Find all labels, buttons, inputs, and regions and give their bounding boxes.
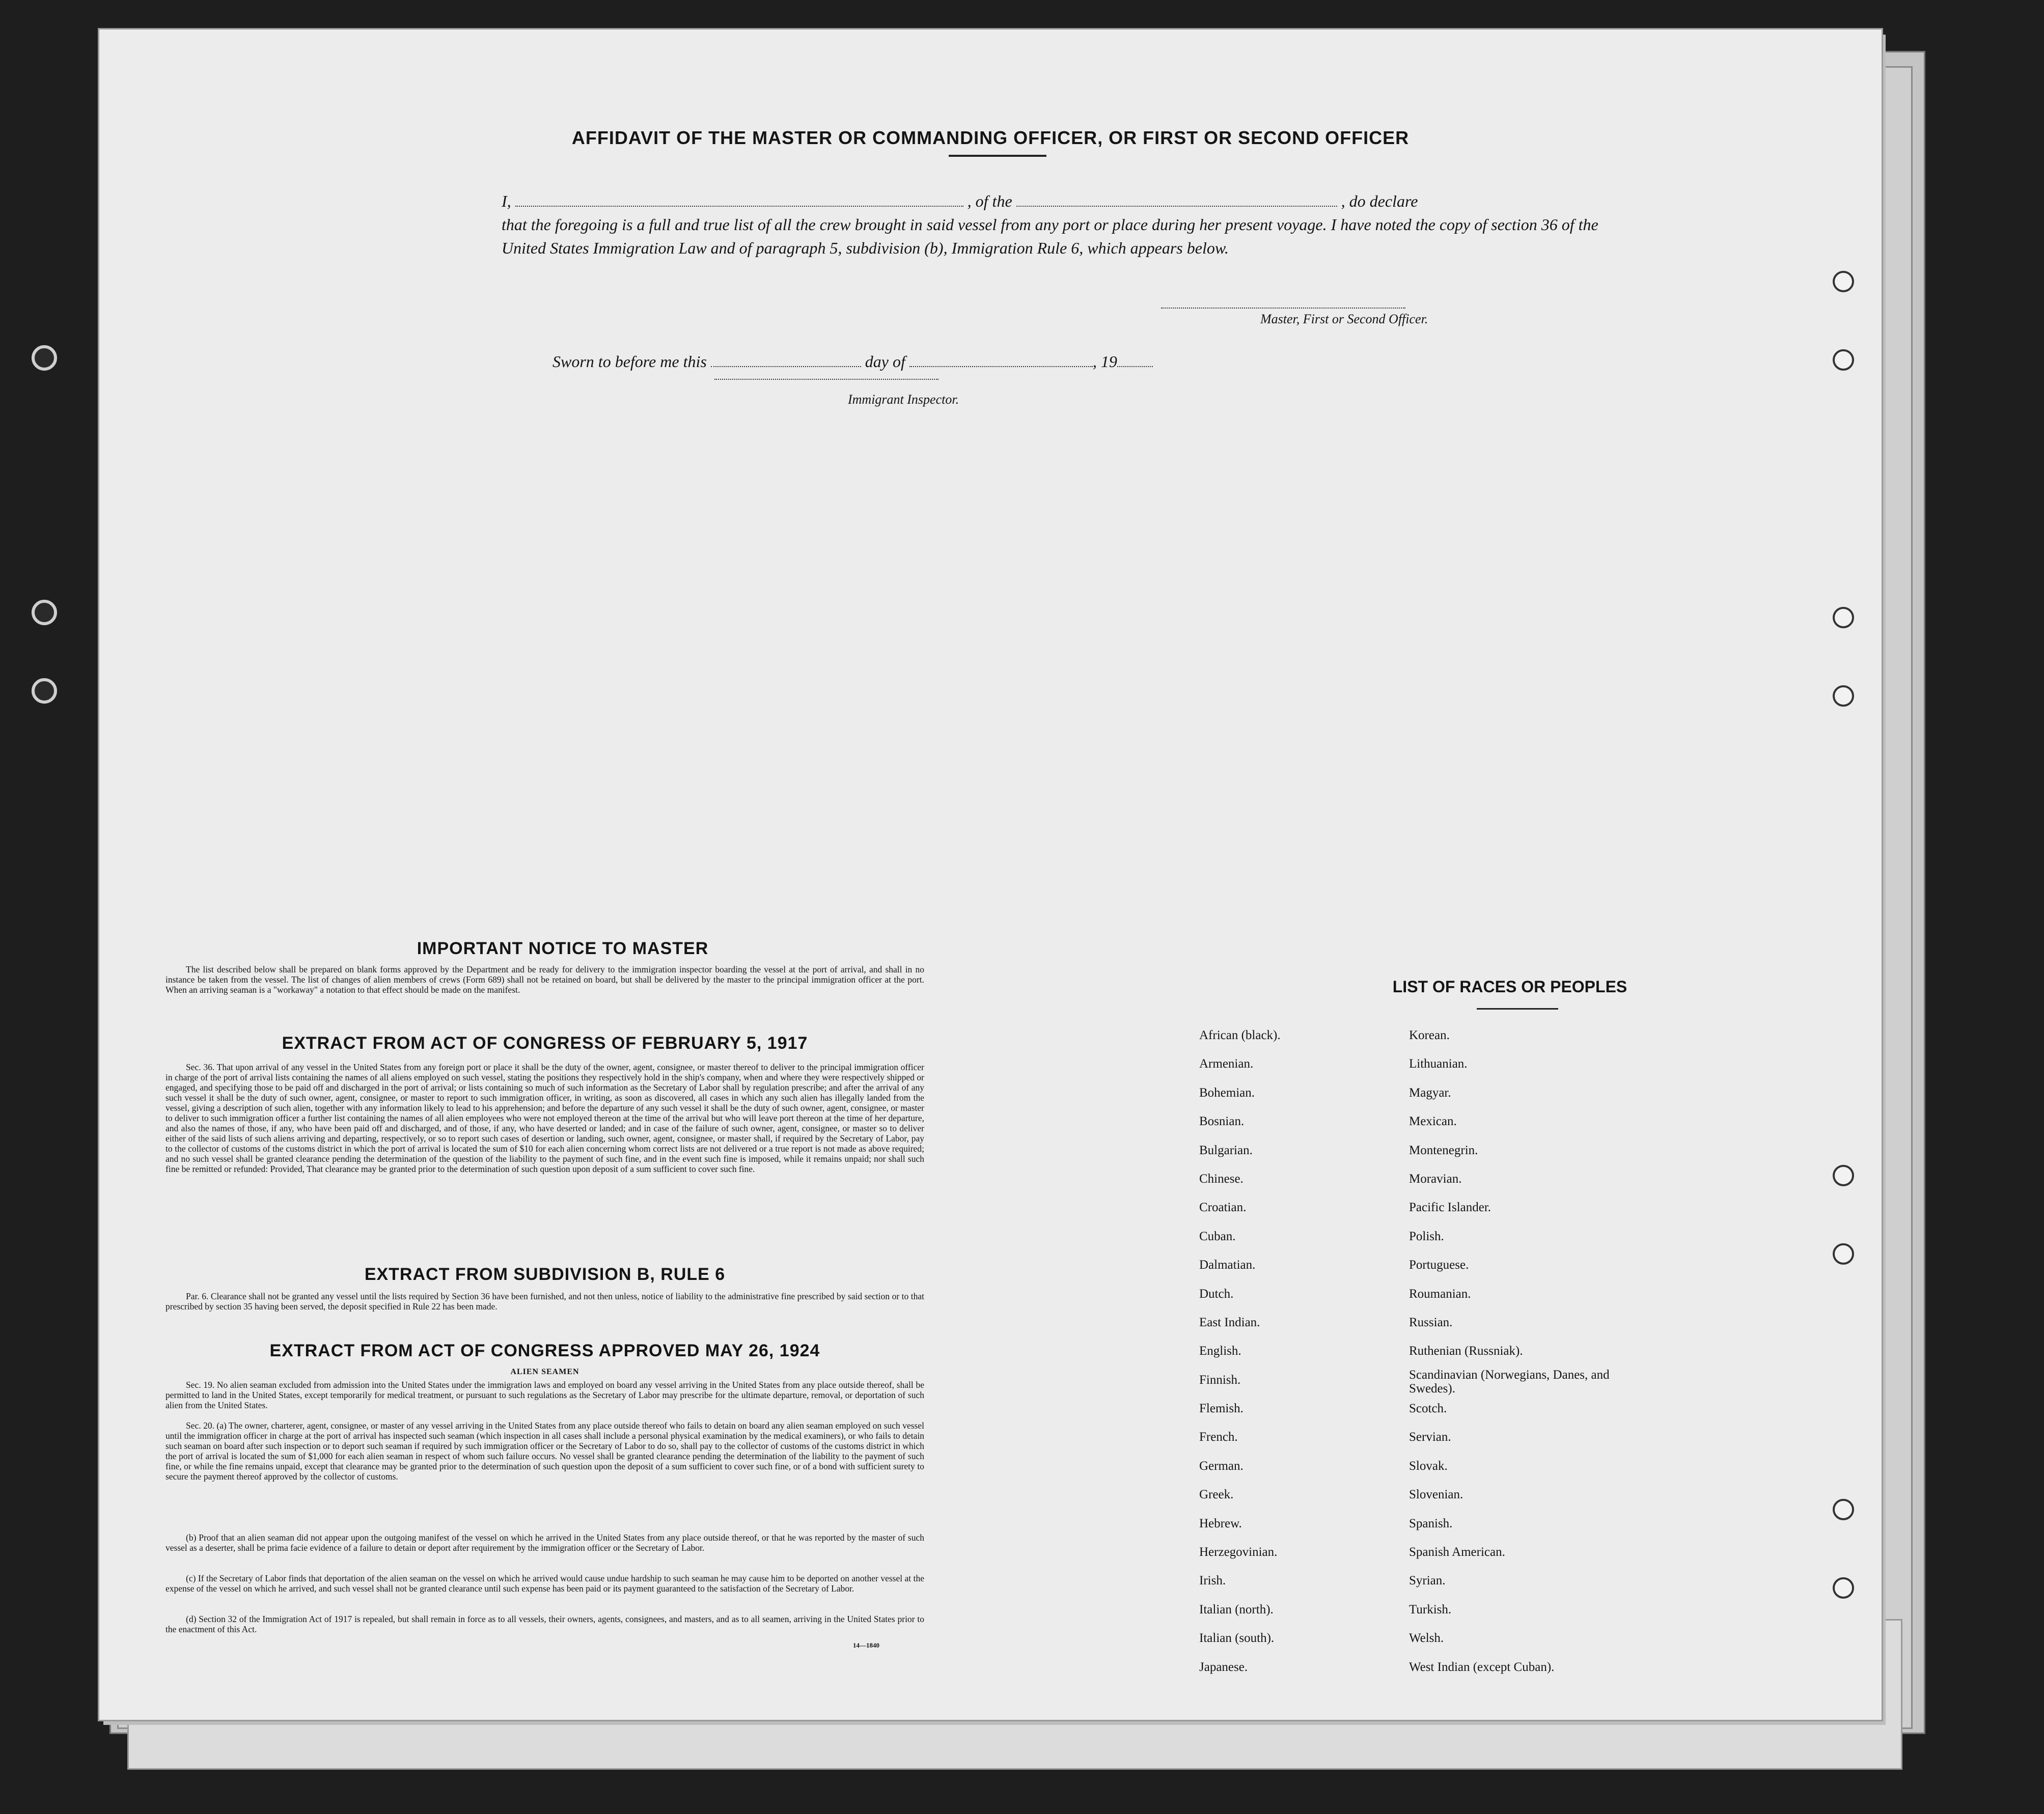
race-item: German. — [1199, 1459, 1244, 1473]
master-signature-caption: Master, First or Second Officer. — [1260, 312, 1428, 326]
race-item: Slovenian. — [1409, 1488, 1463, 1502]
binder-hole — [1833, 271, 1854, 292]
race-item: Japanese. — [1199, 1660, 1248, 1674]
race-item: Portuguese. — [1409, 1258, 1469, 1272]
binder-hole — [1833, 1577, 1854, 1599]
race-item: Flemish. — [1199, 1402, 1244, 1416]
race-item: English. — [1199, 1344, 1241, 1358]
race-item: Welsh. — [1409, 1631, 1444, 1645]
extract-1924-sec20c: (c) If the Secretary of Labor finds that deportation of the alien seaman on the vessel on which he arrived would cause undue hardship to such seaman he may cause him to be deported on another vessel at the expense of the vessel on which he arrived, and such vessel shall not be granted clearance until such expense has been paid or its payment guaranteed to the satisfaction of the Secretary of Labor. — [165, 1573, 924, 1594]
binder-hole — [1833, 607, 1854, 628]
race-item: Armenian. — [1199, 1057, 1254, 1071]
extract-rule6-body: Par. 6. Clearance shall not be granted any vessel until the lists required by Section 36 have been furnished, and not then unless, notice of liability to the administrative fine prescribed by said section or to that prescribed by section 35 having been served, the deposit specified in Rule 22 has been made. — [165, 1291, 924, 1311]
punch-hole — [32, 678, 57, 704]
sworn-year-blank[interactable] — [1117, 353, 1153, 367]
race-item: African (black). — [1199, 1028, 1281, 1042]
race-item: Mexican. — [1409, 1114, 1457, 1129]
race-item: Montenegrin. — [1409, 1143, 1478, 1157]
inspector-caption: Immigrant Inspector. — [848, 392, 959, 407]
extract-1924-sec20b: (b) Proof that an alien seaman did not appear upon the outgoing manifest of the vessel on which he arrived in the United States from any place outside thereof, or that he was reported by the master of such vessel as a deserter, shall be prima facie evidence of a failure to detain or deport after requirement by the immigration officer or the Secretary of Labor. — [165, 1532, 924, 1553]
affidavit-i: I, — [502, 192, 511, 210]
sworn-day-of: day of — [865, 352, 905, 371]
race-item: Polish. — [1409, 1229, 1444, 1243]
race-item: Ruthenian (Russniak). — [1409, 1344, 1523, 1358]
title-underline — [949, 155, 1046, 157]
race-item: Finnish. — [1199, 1373, 1241, 1387]
race-item: Bulgarian. — [1199, 1143, 1253, 1157]
races-column-1 — [1199, 1021, 1281, 1682]
race-item: Italian (south). — [1199, 1631, 1275, 1645]
notice-body: The list described below shall be prepared on blank forms approved by the Department and be ready for delivery to the immigration inspector boarding the vessel at the port of arrival, and shall in no instance be taken from the vessel. The list of changes of alien members of crews (Form 689) shall not be retained on board, but shall be delivered by the master to the principal immigration officer at the port. When an arriving seaman is a "workaway" a notation to that effect should be made on the manifest. — [165, 964, 924, 995]
race-item: Roumanian. — [1409, 1287, 1471, 1301]
position-blank[interactable] — [1016, 192, 1337, 207]
race-item: Spanish. — [1409, 1516, 1453, 1530]
race-item: Magyar. — [1409, 1085, 1451, 1100]
extract-1924-title: EXTRACT FROM ACT OF CONGRESS APPROVED MAY 26, 1924 — [269, 1341, 820, 1360]
race-item: Scandinavian (Norwegians, Danes, and Swedes). — [1409, 1368, 1610, 1396]
extract-1924-sec19: Sec. 19. No alien seaman excluded from admission into the United States under the immigration laws and employed on board any vessel arriving in the United States from any place outside thereof, shall be permitted to land in the United States, except temporarily for medical treatment, or pursuant to such regulations as the Secretary of Labor may prescribe for the ultimate departure, removal, or deportation of such alien from the United States. — [165, 1380, 924, 1410]
form-number: 14—1840 — [853, 1641, 879, 1649]
binder-hole — [1833, 1243, 1854, 1265]
extract-1924-sec20a: Sec. 20. (a) The owner, charterer, agent, consignee, or master of any vessel arriving in the United States from any place outside thereof who fails to detain on board any alien seaman employed on such vessel until the immigration officer in charge at the port of arrival has inspected such seaman (which inspection in all cases shall include a personal physical examination by the medical examiners), or who fails to detain such seaman on board after such inspection or to deport such seaman if required by such immigration officer or the Secretary of Labor to do so, shall pay to the collector of customs of the customs district in which the port of arrival is located the sum of $1,000 for each alien seaman in respect of whom such failure occurs. No vessel shall be granted clearance pending the determination of the liability to the payment of such fine, or while the fine remains unpaid, except that clearance may be granted prior to the determination of such question upon the deposit of a sum sufficient to cover such fine, or of a bond with sufficient surety to secure the payment thereof approved by the collector of customs. — [165, 1420, 924, 1482]
sworn-month-blank[interactable] — [909, 353, 1093, 367]
race-item: Slovak. — [1409, 1459, 1448, 1473]
race-item: Korean. — [1409, 1028, 1450, 1042]
sworn-prefix: Sworn to before me this — [553, 352, 707, 371]
race-item: East Indian. — [1199, 1315, 1260, 1329]
races-underline — [1477, 1008, 1558, 1010]
sworn-day-blank[interactable] — [711, 353, 861, 367]
race-item: Italian (north). — [1199, 1602, 1274, 1616]
race-item: Hebrew. — [1199, 1516, 1242, 1530]
extract-1917-body: Sec. 36. That upon arrival of any vessel in the United States from any foreign port or place it shall be the duty of the owner, agent, consignee, or master thereof to deliver to the principal immigration officer in charge of the port of arrival lists containing the names of all aliens employed on such vessel, stating the positions they respectively hold in the ship's company, when and where they were respectively shipped or engaged, and specifying those to be paid off and discharged in the port of arrival; or lists containing so much of such information as the Secretary of Labor shall by regulation prescribe; and after the arrival of any such vessel it shall be the duty of such owner, agent, consignee, or master to report to such immigration officer, in writing, as soon as discovered, all cases in which any such alien has illegally landed from the vessel, giving a description of such alien, together with any information likely to lead to his apprehension; and before the departure of any such vessel it shall be the duty of such owner, agent, consignee, or master to deliver to such immigration officer a further list containing the names of all alien employees who were not employed thereon at the time of the arrival but who will leave port thereon at the time of her departure, and also the names of those, if any, who have been paid off and discharged, and of those, if any, who have deserted or landed; and in case of the failure of such owner, agent, consignee, or master so to deliver either of the said lists of such aliens arriving and departing, respectively, or so to report such cases of desertion or landing, such owner, agent, consignee, or master shall, if required by the Secretary of Labor, pay to the collector of customs of the customs district in which the port of arrival is located the sum of $10 for each alien concerning whom correct lists are not delivered or a true report is not made as above required; and no such vessel shall be granted clearance pending the determination of the question of the liability to the payment of such fine, and in the event such fine is imposed, while it remains unpaid; nor shall such fine be remitted or refunded: Provided, That clearance may be granted prior to the determination of such question upon deposit of a sum sufficient to cover such fine. — [165, 1062, 924, 1174]
race-item: Bosnian. — [1199, 1114, 1245, 1129]
race-item: Lithuanian. — [1409, 1057, 1468, 1071]
punch-hole — [32, 345, 57, 371]
race-item: Moravian. — [1409, 1171, 1462, 1186]
race-item: Pacific Islander. — [1409, 1201, 1491, 1215]
affidavit-body: that the foregoing is a full and true list of all the crew brought in said vessel from any port or place during her present voyage. I have noted the copy of section 36 of the United States Immigration Law and of paragraph 5, subdivision (b), Immigration Rule 6, which appears below. — [502, 215, 1598, 257]
alien-seamen-heading: ALIEN SEAMEN — [510, 1368, 579, 1376]
race-item: Cuban. — [1199, 1229, 1236, 1243]
binder-hole — [1833, 685, 1854, 707]
race-item: Servian. — [1409, 1430, 1451, 1444]
extract-1924-sec20d: (d) Section 32 of the Immigration Act of 1917 is repealed, but shall remain in force as to all vessels, their owners, agents, consignees, and masters, and as to all seamen, arriving in the United States prior to the enactment of this Act. — [165, 1614, 924, 1634]
sworn-line — [553, 352, 1153, 371]
notice-title: IMPORTANT NOTICE TO MASTER — [417, 939, 709, 958]
affidavit-text — [502, 189, 1607, 260]
affidavit-declare: , do declare — [1341, 192, 1418, 210]
inspector-signature-line[interactable] — [714, 379, 938, 380]
race-item: Spanish American. — [1409, 1545, 1505, 1559]
race-item: Herzegovinian. — [1199, 1545, 1278, 1559]
race-item: West Indian (except Cuban). — [1409, 1660, 1555, 1674]
affidavit-title: AFFIDAVIT OF THE MASTER OR COMMANDING OFFICER, OR FIRST OR SECOND OFFICER — [571, 127, 1410, 148]
race-item: Turkish. — [1409, 1602, 1452, 1616]
name-blank[interactable] — [515, 192, 963, 207]
races-title: LIST OF RACES OR PEOPLES — [1392, 978, 1627, 996]
race-item: Dalmatian. — [1199, 1258, 1256, 1272]
race-item: Irish. — [1199, 1574, 1226, 1588]
master-signature-line[interactable] — [1161, 308, 1405, 309]
binder-hole — [1833, 1165, 1854, 1186]
race-item: Chinese. — [1199, 1171, 1244, 1186]
extract-1917-title: EXTRACT FROM ACT OF CONGRESS OF FEBRUARY 5, 1917 — [282, 1034, 808, 1053]
race-item: Russian. — [1409, 1315, 1453, 1329]
races-column-2 — [1409, 1021, 1623, 1682]
binder-hole — [1833, 1499, 1854, 1520]
extract-rule6-title: EXTRACT FROM SUBDIVISION B, RULE 6 — [364, 1265, 726, 1284]
binder-hole — [1833, 349, 1854, 371]
race-item: Syrian. — [1409, 1574, 1446, 1588]
race-item: Dutch. — [1199, 1287, 1234, 1301]
race-item: French. — [1199, 1430, 1238, 1444]
race-item: Greek. — [1199, 1488, 1234, 1502]
race-item: Bohemian. — [1199, 1085, 1255, 1100]
sworn-year-prefix: , 19 — [1092, 352, 1117, 371]
race-item: Scotch. — [1409, 1402, 1447, 1416]
affidavit-of-the: , of the — [967, 192, 1012, 210]
race-item: Croatian. — [1199, 1201, 1247, 1215]
punch-hole — [32, 600, 57, 625]
manifest-sheet — [99, 30, 1882, 1720]
